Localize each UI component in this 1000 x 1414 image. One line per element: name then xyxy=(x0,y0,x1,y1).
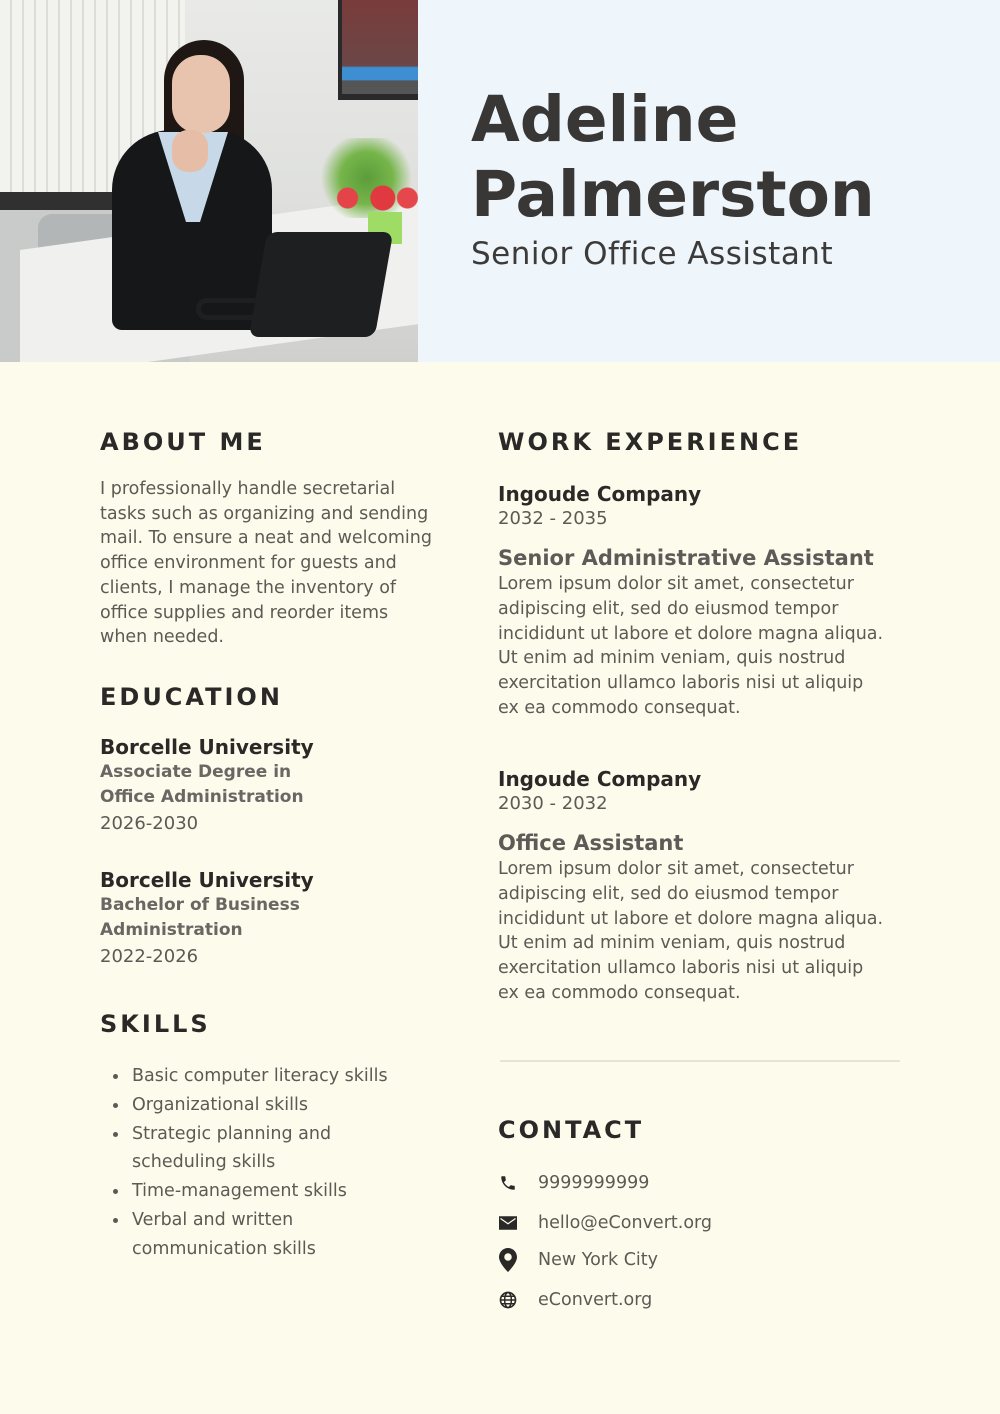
work-role: Office Assistant xyxy=(498,831,684,855)
about-heading: ABOUT ME xyxy=(100,428,266,456)
education-degree: Associate Degree in xyxy=(100,762,292,782)
work-company: Ingoude Company xyxy=(498,767,702,791)
name-last: Palmerston xyxy=(471,158,875,231)
contact-heading: CONTACT xyxy=(498,1116,645,1144)
location-text: New York City xyxy=(538,1250,658,1270)
education-entry: Borcelle University Associate Degree in Office Administration 2026-2030 xyxy=(100,734,314,839)
work-entry xyxy=(498,481,928,721)
name-first: Adeline xyxy=(471,83,739,156)
skills-list xyxy=(100,1062,400,1264)
education-school: Borcelle University xyxy=(100,735,314,759)
skill-item: Verbal and written communication skills xyxy=(100,1206,400,1264)
contact-website xyxy=(498,1290,652,1310)
education-years: 2026-2030 xyxy=(100,813,199,834)
education-school: Borcelle University xyxy=(100,868,314,892)
section-divider xyxy=(500,1060,900,1062)
contact-email xyxy=(498,1213,712,1233)
email-icon xyxy=(498,1213,518,1233)
work-description: Lorem ipsum dolor sit amet, consectetur adipiscing elit, sed do eiusmod tempor incididunt ut labore et dolore magna aliqua. Ut enim ad minim veniam, quis nostrud exercitation ullamco laboris nisi ut aliquip ex ea commodo consequat. xyxy=(498,859,884,1003)
work-entry xyxy=(498,766,928,1006)
phone-number: 9999999999 xyxy=(538,1173,650,1193)
email-link[interactable]: hello@eConvert.org xyxy=(538,1213,713,1233)
work-company: Ingoude Company xyxy=(498,482,702,506)
education-entry: Borcelle University Bachelor of Business Administration 2022-2026 xyxy=(100,867,314,972)
work-heading: WORK EXPERIENCE xyxy=(498,428,803,456)
about-text: I professionally handle secretarial tasks such as organizing and sending mail. To ensure a neat and welcoming office environment for guests and clients, I manage the inventory of office supplies and reorder items when needed. xyxy=(100,479,432,648)
desk-phone xyxy=(249,232,394,337)
education-heading: EDUCATION xyxy=(100,683,283,711)
contact-phone xyxy=(498,1173,649,1193)
profile-photo xyxy=(0,0,418,362)
job-title: Senior Office Assistant xyxy=(471,236,834,272)
skill-item: Time-management skills xyxy=(100,1177,400,1206)
website-link[interactable]: eConvert.org xyxy=(538,1290,653,1310)
skill-item: Basic computer literacy skills xyxy=(100,1062,400,1091)
education-years: 2022-2026 xyxy=(100,946,199,967)
education-degree: Bachelor of Business xyxy=(100,895,300,915)
location-pin-icon xyxy=(498,1250,518,1270)
work-description: Lorem ipsum dolor sit amet, consectetur adipiscing elit, sed do eiusmod tempor incididunt ut labore et dolore magna aliqua. Ut enim ad minim veniam, quis nostrud exercitation ullamco laboris nisi ut aliquip ex ea commodo consequat. xyxy=(498,574,884,718)
skill-item: Organizational skills xyxy=(100,1091,400,1120)
name-block xyxy=(471,82,875,274)
work-years: 2032 - 2035 xyxy=(498,508,608,529)
phone-icon xyxy=(498,1173,518,1193)
skill-item: Strategic planning and scheduling skills xyxy=(100,1120,400,1178)
skills-heading: SKILLS xyxy=(100,1010,211,1038)
contact-location xyxy=(498,1250,658,1270)
work-years: 2030 - 2032 xyxy=(498,793,608,814)
globe-icon xyxy=(498,1290,518,1310)
work-role: Senior Administrative Assistant xyxy=(498,546,874,570)
